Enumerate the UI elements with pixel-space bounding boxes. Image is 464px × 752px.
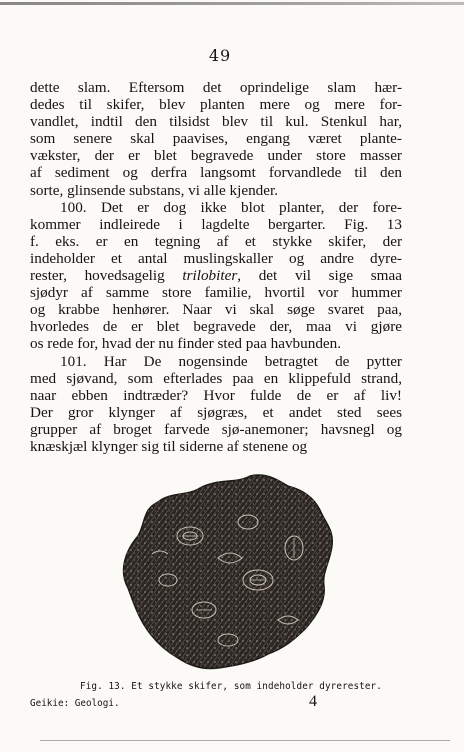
text-line: vandlet, indtil den tilsidst blev til kul. Stenkul har, — [30, 113, 402, 131]
footer-signature: Geikie: Geologi. — [30, 698, 120, 709]
text-line: og krabbe henhører. Naar vi skal søge svaret paa, — [30, 301, 402, 319]
bottom-edge-rule — [40, 740, 450, 741]
text-line: 100. Det er dog ikke blot planter, der fore- — [60, 198, 402, 216]
top-edge-rule — [0, 2, 464, 5]
text-line: os rede for, hvad der nu finder sted paa havbunden. — [30, 335, 342, 353]
text-line: indeholder et antal muslingskaller og andre dyre- — [30, 249, 402, 267]
text-line: sorte, glinsende substans, vi alle kjender. — [30, 181, 279, 199]
text-line: med sjøvand, som efterlades paa en klippefuld strand, — [30, 369, 402, 387]
page-number: 49 — [208, 46, 232, 65]
figure-13-shale-fossil-icon — [108, 470, 343, 675]
text-line: grupper af broget farvede sjø-anemoner; havsnegl og — [30, 420, 402, 438]
text-line: som senere skal paavises, engang været plante- — [30, 130, 402, 148]
footer-sheet-number: 4 — [309, 693, 317, 710]
text-line: af sediment og derfra langsomt forvandlede til den — [30, 164, 402, 182]
text-line: vækster, der er blet begravede under store masser — [30, 147, 402, 165]
body-text — [30, 79, 402, 455]
text-line: dedes til skifer, blev planten mere og mere for- — [30, 96, 402, 114]
text-line: hvorledes de er blet begravede der, maa vi gjøre — [30, 318, 402, 336]
text-line: rester, hovedsagelig trilobiter, det vil sige smaa — [30, 267, 402, 285]
text-line: f. eks. er en tegning af et stykke skifer, der — [30, 232, 402, 250]
text-line: 101. Har De nogensinde betragtet de pytter — [60, 352, 402, 370]
text-line: dette slam. Eftersom det oprindelige slam hær- — [30, 79, 402, 96]
text-line: knæskjæl klynger sig til siderne af stenene og — [30, 437, 308, 455]
text-line: Der gror klynger af sjøgræs, et andet sted sees — [30, 403, 402, 421]
text-line: naar ebben indtræder? Hvor fulde de er af liv! — [30, 386, 402, 404]
figure-caption: Fig. 13. Et stykke skifer, som indeholder dyrerester. — [80, 681, 382, 692]
text-line: sjødyr af samme store familie, hvortil vor hummer — [30, 284, 402, 302]
text-line: kommer indleirede i lagdelte bergarter. Fig. 13 — [30, 215, 402, 233]
